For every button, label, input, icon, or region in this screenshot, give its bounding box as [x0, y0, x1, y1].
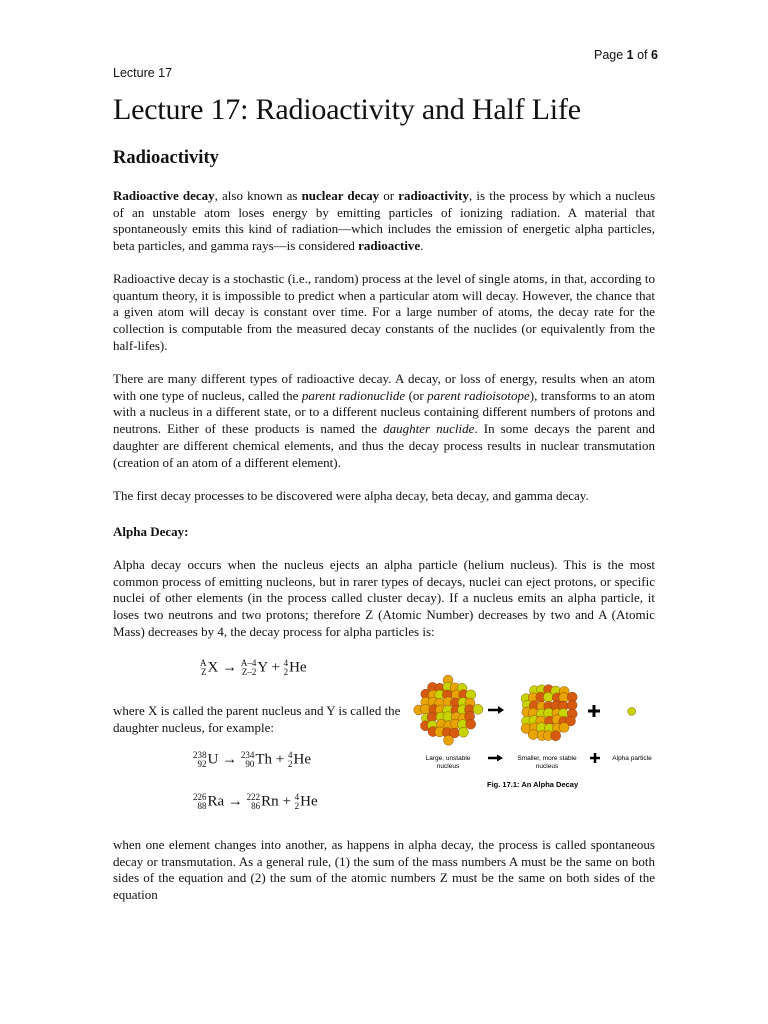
- section-heading: Radioactivity: [113, 148, 219, 168]
- label-alpha-particle: Alpha particle: [612, 755, 652, 762]
- running-header: Lecture 17: [113, 66, 173, 80]
- large-nucleus-graphic: [414, 675, 483, 745]
- label-smaller-nucleus: Smaller, more stable: [517, 755, 577, 762]
- nucleon: [628, 707, 636, 715]
- label-large-nucleus: Large, unstable: [425, 755, 471, 762]
- arrow-icon: [488, 755, 503, 762]
- figure-caption: Fig. 17.1: An Alpha Decay: [487, 780, 579, 789]
- nucleon: [443, 735, 453, 745]
- alpha-particle-graphic: [628, 707, 636, 715]
- nucleon: [559, 722, 569, 732]
- equation-uranium: 238 92 U → 234 90 Th + 4 2 He: [193, 750, 311, 769]
- plus-icon: [588, 705, 600, 717]
- label-large-nucleus-line2: nucleus: [436, 763, 460, 770]
- equation-general: A Z X → A–4 Z–2 Y + 4 2 He: [200, 658, 307, 677]
- paragraph-definition: Radioactive decay, also known as nuclear decay or radioactivity, is the process by which a nucleus of an unstable atom loses energy by emitting particles of ionizing radiation. A material that spontaneously emits this kind of radiation—which includes the emission of energetic alpha particles, beta particles, and gamma rays—is considered radioactive.: [113, 188, 655, 254]
- paragraph-parent-daughter: where X is called the parent nucleus and Y is called the daughter nucleus, for example:: [113, 703, 401, 735]
- paragraph-transmutation: when one element changes into another, as happens in alpha decay, the process is called spontaneous decay or transmutation. As a general rule, (1) the sum of the mass numbers A must be the same on both sides of the equation and (2) the sum of the atomic numbers Z must be the same on both sides of the equation: [113, 837, 655, 903]
- paragraph-first-processes: The first decay processes to be discovered were alpha decay, beta decay, and gamma decay.: [113, 488, 589, 503]
- smaller-nucleus-graphic: [521, 685, 577, 741]
- paragraph-alpha-decay: Alpha decay occurs when the nucleus ejects an alpha particle (helium nucleus). This is the most common process of emitting nucleons, but in rarer types of decays, nuclei can eject protons, or specific nuclei of other elements (in the process called cluster decay). If a nucleus emits an alpha particle, it loses two neutrons and two protons; therefore Z (Atomic Number) decreases by two and A (Atomic Mass) decreases by 4, the decay process for alpha particles is:: [113, 557, 655, 639]
- paragraph-stochastic: Radioactive decay is a stochastic (i.e., random) process at the level of single atoms, in that, according to quantum theory, it is impossible to predict when a particular atom will decay. However, the chance that a given atom will decay is constant over time. For a large number of atoms, the decay rate for the collection is computable from the measured decay constants of the nuclides (or equivalently from the half-lifes).: [113, 271, 655, 353]
- arrow-icon: [488, 706, 504, 714]
- nucleon: [466, 719, 476, 729]
- paragraph-types: There are many different types of radioactive decay. A decay, or loss of energy, results when an atom with one type of nucleus, called the parent radionuclide (or parent radioisotope), transforms to an atom with a nucleus in a different state, or to a different nucleus containing different numbers of protons and neutrons. Either of these products is named the daughter nuclide. In some decays the parent and daughter are different chemical elements, and thus the decay process results in nuclear transmutation (creation of an atom of a different element).: [113, 371, 655, 470]
- equation-radium: 226 88 Ra → 222 86 Rn + 4 2 He: [193, 792, 318, 811]
- page-title: Lecture 17: Radioactivity and Half Life: [113, 93, 581, 126]
- nucleon: [458, 727, 468, 737]
- nucleon: [551, 731, 561, 741]
- alpha-decay-heading: Alpha Decay:: [113, 524, 189, 539]
- nucleon: [528, 730, 538, 740]
- label-smaller-nucleus-line2: nucleus: [535, 763, 559, 770]
- alpha-decay-figure: [410, 665, 670, 795]
- nucleon: [543, 692, 553, 702]
- page-number: Page 1 of 6: [594, 48, 658, 62]
- plus-icon: [590, 753, 600, 763]
- nucleon: [473, 704, 483, 714]
